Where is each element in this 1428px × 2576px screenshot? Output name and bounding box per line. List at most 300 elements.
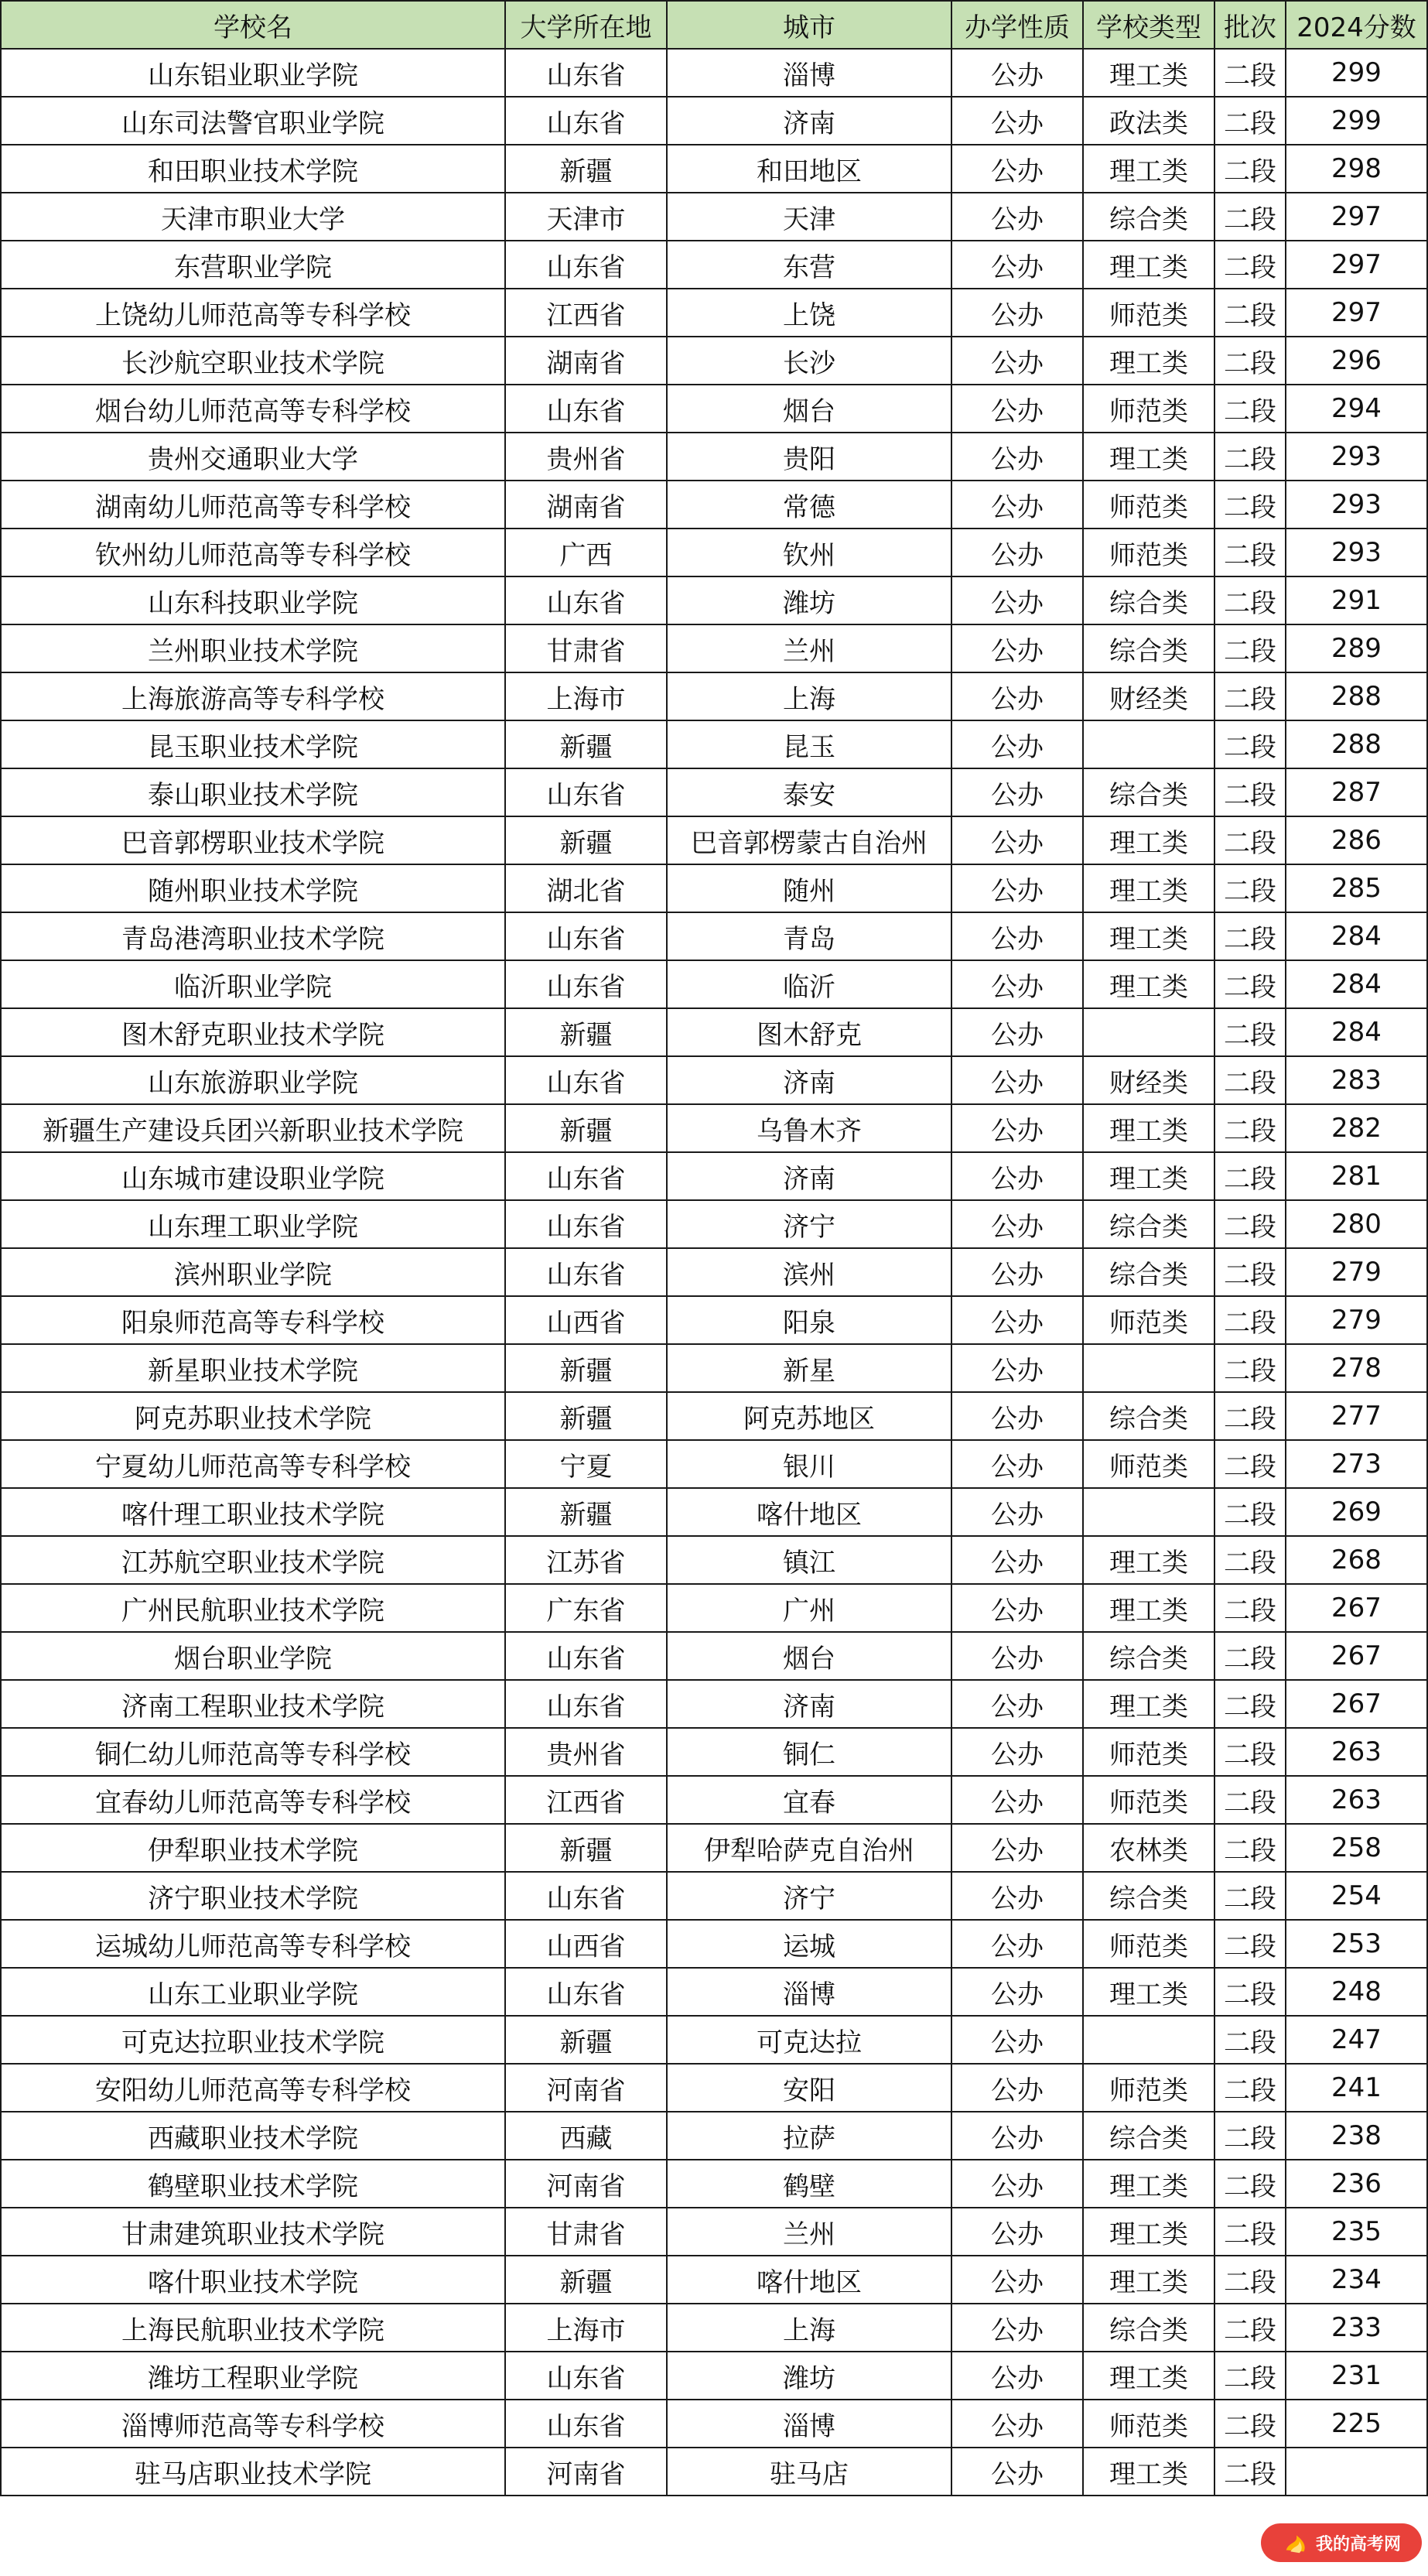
cell-province: 河南省 (505, 2160, 667, 2208)
cell-score: 284 (1286, 960, 1427, 1008)
cell-score: 234 (1286, 2256, 1427, 2304)
cell-province: 山东省 (505, 49, 667, 97)
cell-school-name: 山东城市建设职业学院 (1, 1152, 505, 1200)
cell-city: 广州 (667, 1584, 951, 1632)
cell-school-type: 综合类 (1083, 1632, 1214, 1680)
cell-score: 236 (1286, 2160, 1427, 2208)
cell-score: 288 (1286, 672, 1427, 720)
table-row (1, 1440, 1427, 1488)
cell-batch: 二段 (1214, 1104, 1286, 1152)
cell-nature: 公办 (951, 624, 1083, 672)
cell-school-name: 伊犁职业技术学院 (1, 1824, 505, 1872)
cell-city: 济南 (667, 1680, 951, 1728)
cell-school-type (1083, 1008, 1214, 1056)
cell-province: 贵州省 (505, 1728, 667, 1776)
cell-city: 烟台 (667, 1632, 951, 1680)
cell-school-name: 阳泉师范高等专科学校 (1, 1296, 505, 1344)
cell-batch: 二段 (1214, 816, 1286, 864)
cell-score: 298 (1286, 145, 1427, 193)
cell-batch: 二段 (1214, 2208, 1286, 2256)
cell-province: 山东省 (505, 1968, 667, 2016)
cell-province: 贵州省 (505, 433, 667, 481)
cell-score: 293 (1286, 481, 1427, 529)
watermark-text: 我的高考网 (1315, 2534, 1401, 2554)
table-row (1, 337, 1427, 385)
cell-city: 淄博 (667, 1968, 951, 2016)
cell-batch: 二段 (1214, 1008, 1286, 1056)
cell-school-name: 西藏职业技术学院 (1, 2112, 505, 2160)
cell-score: 279 (1286, 1296, 1427, 1344)
cell-score: 254 (1286, 1872, 1427, 1920)
cell-school-name: 安阳幼儿师范高等专科学校 (1, 2064, 505, 2112)
table-row (1, 49, 1427, 97)
cell-school-type: 理工类 (1083, 2448, 1214, 2496)
table-row (1, 1344, 1427, 1392)
cell-school-name: 江苏航空职业技术学院 (1, 1536, 505, 1584)
cell-school-type: 理工类 (1083, 1680, 1214, 1728)
cell-city: 喀什地区 (667, 1488, 951, 1536)
table-row (1, 2304, 1427, 2352)
cell-city: 驻马店 (667, 2448, 951, 2496)
cell-batch: 二段 (1214, 2016, 1286, 2064)
cell-city: 潍坊 (667, 2352, 951, 2400)
cell-school-name: 长沙航空职业技术学院 (1, 337, 505, 385)
cell-city: 天津 (667, 193, 951, 241)
table-row (1, 624, 1427, 672)
cell-province: 新疆 (505, 816, 667, 864)
cell-score: 267 (1286, 1584, 1427, 1632)
cell-school-type: 理工类 (1083, 2256, 1214, 2304)
cell-batch: 二段 (1214, 720, 1286, 768)
cell-score: 284 (1286, 912, 1427, 960)
cell-city: 上饶 (667, 289, 951, 337)
cell-school-name: 宜春幼儿师范高等专科学校 (1, 1776, 505, 1824)
table-row (1, 1152, 1427, 1200)
cell-score: 248 (1286, 1968, 1427, 2016)
cell-batch: 二段 (1214, 1872, 1286, 1920)
cell-school-name: 山东司法警官职业学院 (1, 97, 505, 145)
cell-batch: 二段 (1214, 1056, 1286, 1104)
cell-city: 镇江 (667, 1536, 951, 1584)
table-row (1, 1584, 1427, 1632)
cell-batch: 二段 (1214, 912, 1286, 960)
table-row (1, 2208, 1427, 2256)
table-row (1, 193, 1427, 241)
cell-school-name: 新星职业技术学院 (1, 1344, 505, 1392)
cell-city: 运城 (667, 1920, 951, 1968)
cell-school-type: 理工类 (1083, 1968, 1214, 2016)
cell-province: 山东省 (505, 912, 667, 960)
cell-school-type: 理工类 (1083, 1152, 1214, 1200)
cell-city: 钦州 (667, 529, 951, 576)
cell-city: 济南 (667, 1152, 951, 1200)
cell-batch: 二段 (1214, 2304, 1286, 2352)
cell-school-type: 理工类 (1083, 960, 1214, 1008)
cell-province: 河南省 (505, 2448, 667, 2496)
cell-school-type: 政法类 (1083, 97, 1214, 145)
cell-batch: 二段 (1214, 1824, 1286, 1872)
header-score: 2024分数 (1286, 1, 1427, 49)
table-row (1, 1488, 1427, 1536)
table-row (1, 97, 1427, 145)
cell-province: 新疆 (505, 720, 667, 768)
cell-nature: 公办 (951, 1632, 1083, 1680)
cell-score: 284 (1286, 1008, 1427, 1056)
cell-nature: 公办 (951, 2352, 1083, 2400)
header-province: 大学所在地 (505, 1, 667, 49)
cell-city: 乌鲁木齐 (667, 1104, 951, 1152)
table-row (1, 1008, 1427, 1056)
cell-province: 湖北省 (505, 864, 667, 912)
cell-score: 280 (1286, 1200, 1427, 1248)
cell-score: 258 (1286, 1824, 1427, 1872)
cell-score: 279 (1286, 1248, 1427, 1296)
cell-school-type: 理工类 (1083, 2352, 1214, 2400)
cell-city: 东营 (667, 241, 951, 289)
cell-school-name: 喀什职业技术学院 (1, 2256, 505, 2304)
table-row (1, 912, 1427, 960)
cell-school-type: 综合类 (1083, 193, 1214, 241)
cell-province: 山东省 (505, 1632, 667, 1680)
cell-province: 山东省 (505, 1248, 667, 1296)
cell-nature: 公办 (951, 2160, 1083, 2208)
cell-province: 江西省 (505, 289, 667, 337)
cell-score: 297 (1286, 193, 1427, 241)
cell-province: 天津市 (505, 193, 667, 241)
cell-school-name: 烟台职业学院 (1, 1632, 505, 1680)
cell-school-type: 师范类 (1083, 1920, 1214, 1968)
cell-province: 江苏省 (505, 1536, 667, 1584)
cell-city: 阿克苏地区 (667, 1392, 951, 1440)
cell-nature: 公办 (951, 1248, 1083, 1296)
cell-score: 281 (1286, 1152, 1427, 1200)
cell-batch: 二段 (1214, 49, 1286, 97)
cell-school-type: 理工类 (1083, 1584, 1214, 1632)
cell-nature: 公办 (951, 193, 1083, 241)
table-row (1, 720, 1427, 768)
cell-province: 新疆 (505, 1488, 667, 1536)
cell-school-type: 理工类 (1083, 864, 1214, 912)
cell-nature: 公办 (951, 49, 1083, 97)
cell-nature: 公办 (951, 1008, 1083, 1056)
cell-school-type: 综合类 (1083, 2112, 1214, 2160)
cell-province: 山东省 (505, 2400, 667, 2448)
cell-school-type: 理工类 (1083, 2160, 1214, 2208)
cell-school-name: 图木舒克职业技术学院 (1, 1008, 505, 1056)
table-row (1, 433, 1427, 481)
cell-nature: 公办 (951, 2208, 1083, 2256)
table-row (1, 145, 1427, 193)
cell-batch: 二段 (1214, 337, 1286, 385)
cell-school-name: 钦州幼儿师范高等专科学校 (1, 529, 505, 576)
cell-score: 241 (1286, 2064, 1427, 2112)
cell-school-type: 综合类 (1083, 1248, 1214, 1296)
cell-school-name: 济宁职业技术学院 (1, 1872, 505, 1920)
table-row (1, 1632, 1427, 1680)
cell-school-name: 山东科技职业学院 (1, 576, 505, 624)
cell-batch: 二段 (1214, 672, 1286, 720)
cell-nature: 公办 (951, 481, 1083, 529)
cell-province: 山东省 (505, 960, 667, 1008)
cell-school-name: 湖南幼儿师范高等专科学校 (1, 481, 505, 529)
cell-city: 安阳 (667, 2064, 951, 2112)
header-school-name: 学校名 (1, 1, 505, 49)
cell-nature: 公办 (951, 2448, 1083, 2496)
cell-score: 293 (1286, 433, 1427, 481)
cell-city: 长沙 (667, 337, 951, 385)
cell-province: 上海市 (505, 672, 667, 720)
cell-school-name: 贵州交通职业大学 (1, 433, 505, 481)
table-row (1, 1776, 1427, 1824)
cell-score: 225 (1286, 2400, 1427, 2448)
cell-score: 288 (1286, 720, 1427, 768)
cell-nature: 公办 (951, 1728, 1083, 1776)
cell-school-name: 广州民航职业技术学院 (1, 1584, 505, 1632)
cell-school-name: 随州职业技术学院 (1, 864, 505, 912)
cell-city: 贵阳 (667, 433, 951, 481)
cell-province: 新疆 (505, 1008, 667, 1056)
cell-nature: 公办 (951, 864, 1083, 912)
cell-score: 267 (1286, 1680, 1427, 1728)
cell-school-type: 师范类 (1083, 1776, 1214, 1824)
cell-score (1286, 2448, 1427, 2496)
cell-nature: 公办 (951, 1152, 1083, 1200)
table-body (1, 49, 1427, 2496)
cell-province: 山东省 (505, 385, 667, 433)
cell-batch: 二段 (1214, 1680, 1286, 1728)
cell-province: 山东省 (505, 576, 667, 624)
cell-province: 新疆 (505, 1392, 667, 1440)
cell-province: 山东省 (505, 1200, 667, 1248)
cell-school-type: 师范类 (1083, 529, 1214, 576)
cell-nature: 公办 (951, 672, 1083, 720)
cell-city: 和田地区 (667, 145, 951, 193)
cell-province: 山东省 (505, 768, 667, 816)
cell-city: 可克达拉 (667, 2016, 951, 2064)
table-row (1, 1296, 1427, 1344)
cell-city: 银川 (667, 1440, 951, 1488)
cell-batch: 二段 (1214, 2064, 1286, 2112)
cell-school-name: 青岛港湾职业技术学院 (1, 912, 505, 960)
cell-school-type: 师范类 (1083, 481, 1214, 529)
cell-batch: 二段 (1214, 1728, 1286, 1776)
cell-city: 鹤壁 (667, 2160, 951, 2208)
cell-school-name: 济南工程职业技术学院 (1, 1680, 505, 1728)
cell-score: 291 (1286, 576, 1427, 624)
cell-nature: 公办 (951, 1056, 1083, 1104)
cell-city: 阳泉 (667, 1296, 951, 1344)
cell-batch: 二段 (1214, 2160, 1286, 2208)
cell-score: 282 (1286, 1104, 1427, 1152)
table-row (1, 1200, 1427, 1248)
table-row (1, 1872, 1427, 1920)
table-row (1, 1920, 1427, 1968)
table-row (1, 1056, 1427, 1104)
table-row (1, 672, 1427, 720)
cell-school-type: 综合类 (1083, 1392, 1214, 1440)
header-nature: 办学性质 (951, 1, 1083, 49)
header-school-type: 学校类型 (1083, 1, 1214, 49)
table-row (1, 2064, 1427, 2112)
cell-city: 青岛 (667, 912, 951, 960)
cell-city: 泰安 (667, 768, 951, 816)
table-row (1, 2160, 1427, 2208)
cell-nature: 公办 (951, 1776, 1083, 1824)
cell-batch: 二段 (1214, 960, 1286, 1008)
cell-batch: 二段 (1214, 193, 1286, 241)
cell-batch: 二段 (1214, 433, 1286, 481)
cell-score: 289 (1286, 624, 1427, 672)
cell-score: 283 (1286, 1056, 1427, 1104)
table-row (1, 1104, 1427, 1152)
cell-score: 269 (1286, 1488, 1427, 1536)
table-row (1, 2400, 1427, 2448)
cell-province: 山西省 (505, 1920, 667, 1968)
cell-batch: 二段 (1214, 1392, 1286, 1440)
cell-nature: 公办 (951, 1584, 1083, 1632)
cell-nature: 公办 (951, 1392, 1083, 1440)
cell-school-type: 理工类 (1083, 1104, 1214, 1152)
cell-score: 268 (1286, 1536, 1427, 1584)
cell-city: 常德 (667, 481, 951, 529)
cell-province: 山东省 (505, 241, 667, 289)
cell-province: 山东省 (505, 2352, 667, 2400)
cell-city: 兰州 (667, 624, 951, 672)
cell-school-name: 山东铝业职业学院 (1, 49, 505, 97)
cell-score: 233 (1286, 2304, 1427, 2352)
cell-score: 294 (1286, 385, 1427, 433)
cell-score: 297 (1286, 289, 1427, 337)
cell-school-type: 师范类 (1083, 2064, 1214, 2112)
cell-province: 山东省 (505, 1680, 667, 1728)
cell-nature: 公办 (951, 2016, 1083, 2064)
cell-batch: 二段 (1214, 1296, 1286, 1344)
cell-batch: 二段 (1214, 1488, 1286, 1536)
table-row (1, 2352, 1427, 2400)
cell-province: 山东省 (505, 97, 667, 145)
cell-nature: 公办 (951, 2256, 1083, 2304)
cell-batch: 二段 (1214, 1200, 1286, 1248)
cell-province: 新疆 (505, 1104, 667, 1152)
cell-score: 277 (1286, 1392, 1427, 1440)
cell-batch: 二段 (1214, 1344, 1286, 1392)
cell-batch: 二段 (1214, 1440, 1286, 1488)
cell-school-name: 上饶幼儿师范高等专科学校 (1, 289, 505, 337)
cell-nature: 公办 (951, 433, 1083, 481)
table-row (1, 768, 1427, 816)
table-row (1, 241, 1427, 289)
cell-city: 济宁 (667, 1200, 951, 1248)
cell-city: 喀什地区 (667, 2256, 951, 2304)
cell-school-type: 财经类 (1083, 672, 1214, 720)
cell-nature: 公办 (951, 1296, 1083, 1344)
cell-city: 新星 (667, 1344, 951, 1392)
cell-school-type (1083, 1344, 1214, 1392)
cell-school-type (1083, 1488, 1214, 1536)
cell-school-name: 巴音郭楞职业技术学院 (1, 816, 505, 864)
cell-school-name: 山东旅游职业学院 (1, 1056, 505, 1104)
cell-nature: 公办 (951, 2400, 1083, 2448)
cell-school-name: 上海民航职业技术学院 (1, 2304, 505, 2352)
cell-city: 潍坊 (667, 576, 951, 624)
cell-score: 263 (1286, 1776, 1427, 1824)
cell-school-type: 理工类 (1083, 49, 1214, 97)
header-city: 城市 (667, 1, 951, 49)
cell-score: 247 (1286, 2016, 1427, 2064)
cell-school-name: 新疆生产建设兵团兴新职业技术学院 (1, 1104, 505, 1152)
cell-nature: 公办 (951, 385, 1083, 433)
cell-score: 263 (1286, 1728, 1427, 1776)
cell-school-type: 师范类 (1083, 1440, 1214, 1488)
cell-nature: 公办 (951, 1968, 1083, 2016)
cell-school-name: 运城幼儿师范高等专科学校 (1, 1920, 505, 1968)
cell-school-type: 师范类 (1083, 1296, 1214, 1344)
cell-province: 新疆 (505, 145, 667, 193)
cell-batch: 二段 (1214, 2256, 1286, 2304)
cell-city: 烟台 (667, 385, 951, 433)
cell-city: 济南 (667, 1056, 951, 1104)
cell-nature: 公办 (951, 145, 1083, 193)
table-row (1, 1968, 1427, 2016)
table-row (1, 576, 1427, 624)
table-row (1, 960, 1427, 1008)
cell-score: 293 (1286, 529, 1427, 576)
cell-nature: 公办 (951, 816, 1083, 864)
cell-school-type: 财经类 (1083, 1056, 1214, 1104)
cell-score: 299 (1286, 49, 1427, 97)
cell-batch: 二段 (1214, 1152, 1286, 1200)
watermark-badge (1261, 2523, 1422, 2562)
cell-school-type: 综合类 (1083, 2304, 1214, 2352)
cell-score: 235 (1286, 2208, 1427, 2256)
cell-batch: 二段 (1214, 241, 1286, 289)
cell-school-name: 滨州职业学院 (1, 1248, 505, 1296)
cell-nature: 公办 (951, 1872, 1083, 1920)
cell-school-type: 理工类 (1083, 241, 1214, 289)
cell-city: 随州 (667, 864, 951, 912)
cell-batch: 二段 (1214, 145, 1286, 193)
cell-score: 285 (1286, 864, 1427, 912)
cell-batch: 二段 (1214, 1536, 1286, 1584)
cell-nature: 公办 (951, 289, 1083, 337)
cell-batch: 二段 (1214, 289, 1286, 337)
cell-score: 297 (1286, 241, 1427, 289)
cell-nature: 公办 (951, 1344, 1083, 1392)
cell-school-name: 烟台幼儿师范高等专科学校 (1, 385, 505, 433)
cell-batch: 二段 (1214, 1632, 1286, 1680)
cell-nature: 公办 (951, 1440, 1083, 1488)
cell-batch: 二段 (1214, 576, 1286, 624)
cell-batch: 二段 (1214, 97, 1286, 145)
cell-score: 296 (1286, 337, 1427, 385)
cell-school-name: 和田职业技术学院 (1, 145, 505, 193)
cell-school-name: 山东工业职业学院 (1, 1968, 505, 2016)
cell-province: 西藏 (505, 2112, 667, 2160)
cell-nature: 公办 (951, 337, 1083, 385)
cell-city: 淄博 (667, 2400, 951, 2448)
table-row (1, 1392, 1427, 1440)
cell-school-name: 甘肃建筑职业技术学院 (1, 2208, 505, 2256)
table-row (1, 816, 1427, 864)
cell-school-name: 潍坊工程职业学院 (1, 2352, 505, 2400)
table-row (1, 1536, 1427, 1584)
header-batch: 批次 (1214, 1, 1286, 49)
cell-nature: 公办 (951, 960, 1083, 1008)
cell-school-type: 综合类 (1083, 768, 1214, 816)
cell-province: 河南省 (505, 2064, 667, 2112)
cell-school-name: 驻马店职业技术学院 (1, 2448, 505, 2496)
cell-school-name: 可克达拉职业技术学院 (1, 2016, 505, 2064)
